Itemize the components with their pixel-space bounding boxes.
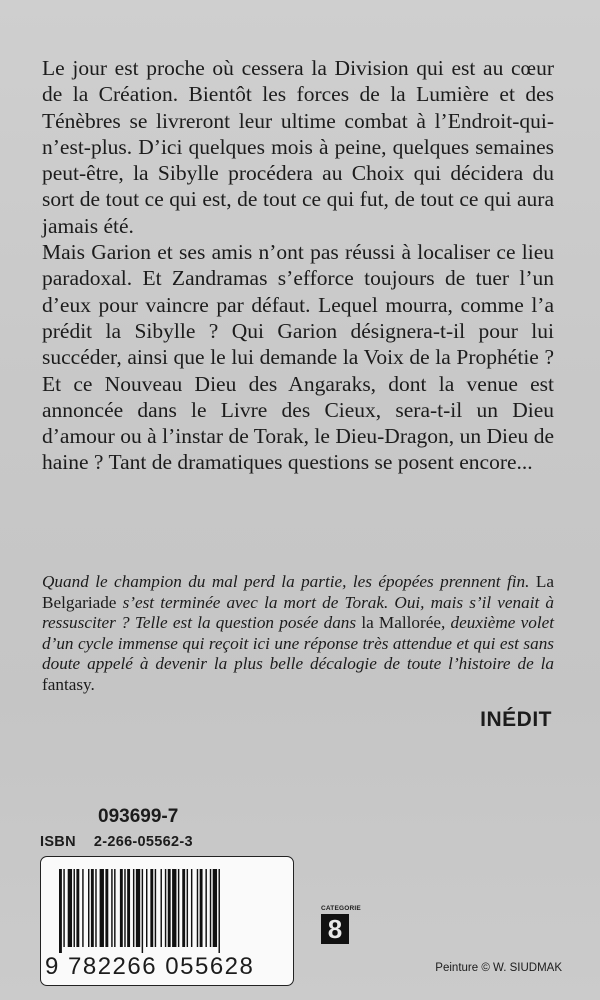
barcode-bar [124,869,125,947]
synopsis-paragraph-2: Mais Garion et ses amis n’ont pas réussi à localiser ce lieu paradoxal. Et Zandramas s’efforce toujours de tuer l’un d’eux pour vaincre par défaut. Lequel mourra, comme l’a prédit la Sibylle ? Qui Garion désignera-t-il pour lui succéder, ainsi que le lui demande la Voix de la Prophétie ? Et ce Nouveau Dieu des Angaraks, dont la venue est annoncée dans le Livre des Cieux, sera-t-il un Dieu d’amour ou à l’instar de Torak, le Dieu-Dragon, un Dieu de haine ? Tant de dramatiques questions se posent encore... [42,240,554,475]
barcode-bar [105,869,108,947]
isbn-line [40,834,193,850]
barcode-bar [88,869,89,947]
barcode-bar [142,869,143,953]
barcode-bar [133,869,134,947]
barcode-bar [127,869,130,947]
barcode-digits: 9 782266 055628 [45,953,255,980]
category-label: CATEGORIE [321,905,361,912]
pitch-series-title-1: La Belgariade [42,572,554,612]
barcode-bar [210,869,211,947]
barcode-bar [155,869,156,947]
barcode-bar [200,869,203,947]
barcode-bar [150,869,153,947]
barcode-bar [187,869,188,947]
barcode-bars-graphic [59,869,277,953]
barcode-bar [76,869,79,947]
illustration-credit: Peinture © W. SIUDMAK [435,962,562,974]
barcode-bar [146,869,147,947]
synopsis-paragraph-1: Le jour est proche où cessera la Division qui est au cœur de la Création. Bientôt les forces de la Lumière et des Ténèbres se livreront leur ultime combat à l’Endroit-qui-n’est-plus. D’ici quelques mois à peine, quelques semaines peut-être, la Sibylle procédera au Choix qui décidera du sort de tout ce qui est, de tout ce qui fut, de tout ce qui aura jamais été. [42,56,554,238]
barcode-bar [182,869,185,947]
barcode-bar [165,869,166,947]
pitch-genre: fantasy. [42,674,95,694]
barcode-bar [168,869,171,947]
barcode-bar [213,869,217,947]
category-badge [321,905,361,944]
pitch-series-title-2: la Mallorée, [361,613,446,633]
synopsis-blurb [42,55,554,476]
barcode-bar [161,869,162,947]
barcode-bar [191,869,192,947]
barcode-bar [205,869,206,947]
barcode-bar [120,869,123,947]
pitch-text-3: deuxième volet d’un cycle immense qui reçoit ici une réponse très attendue et qui est sans doute appelé à devenir la plus belle décalogie de toute l’histoire de la [42,613,555,674]
barcode-bar [114,869,115,947]
product-code: 093699-7 [98,806,179,827]
barcode-bar [68,869,72,947]
barcode-bar [136,869,140,947]
barcode-bar [100,869,104,947]
pitch-text-1: Quand le champion du mal perd la partie, les épopées prennent fin. [42,572,530,591]
category-number: 8 [321,914,349,944]
barcode-bar [95,869,96,947]
barcode-bar [111,869,112,947]
barcode-bar [91,869,94,947]
barcode-bar [82,869,83,947]
inedit-badge: INÉDIT [480,708,552,731]
barcode-bar [63,869,64,947]
barcode-bar [219,869,220,953]
series-pitch [42,572,554,696]
barcode-bar [59,869,62,953]
barcode [40,856,294,986]
barcode-bar [197,869,198,947]
isbn-value: 2-266-05562-3 [93,834,193,850]
isbn-label: ISBN [40,834,76,850]
pitch-text-2: s’est terminée avec la mort de Torak. Oui, mais s’il venait à ressusciter ? Telle est la question posée dans [42,592,554,633]
barcode-bar [74,869,75,947]
barcode-bar [178,869,179,947]
barcode-bar [172,869,176,947]
